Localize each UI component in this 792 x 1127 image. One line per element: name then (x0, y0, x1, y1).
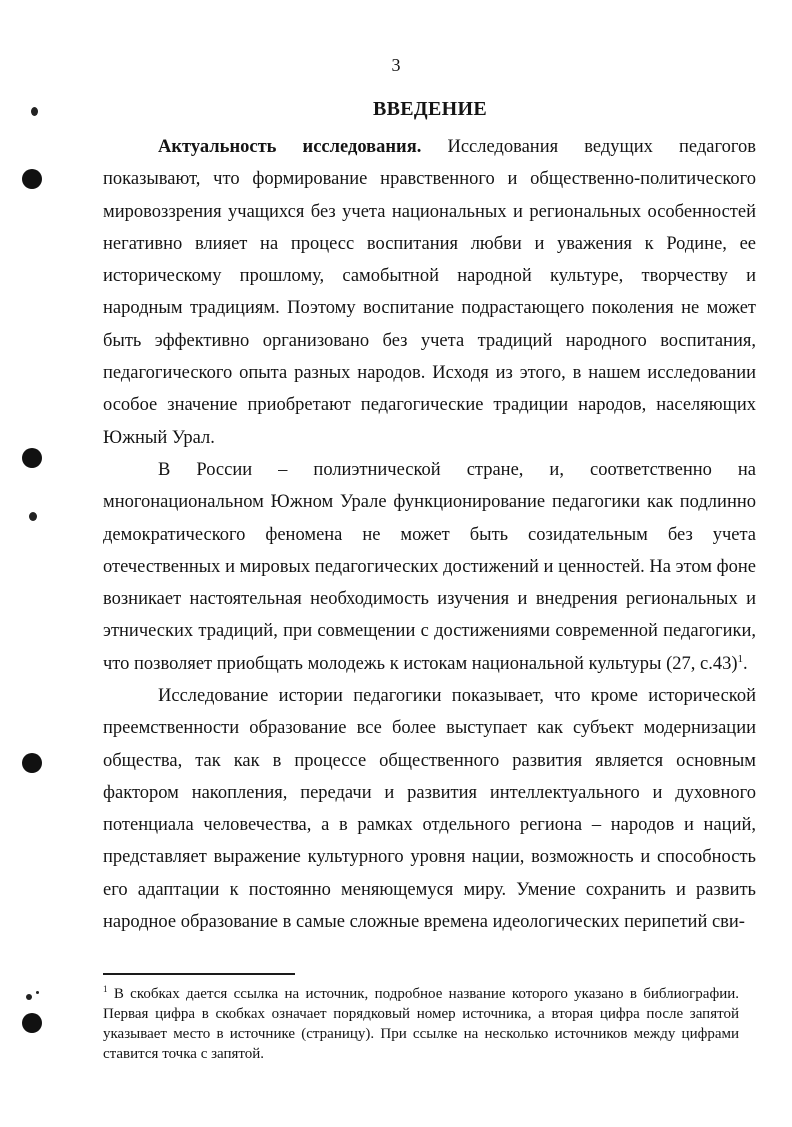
binder-hole (22, 753, 42, 773)
paragraph-text: Исследования ведущих педагогов показывают, что формирование нравственного и общественно-политического мировоззрения учащихся без учета национальных и региональных особенностей негативно влияет на процесс воспитания любви и уважения к Родине, ее историческому прошлому, самобытной народной культуре, творчеству и народным традициям. Поэтому воспитание подрастающего поколения не может быть эффективно организовано без учета традиций народного воспитания, педагогического опыта разных народов. Исходя из этого, в нашем исследовании особое значение приобретают педагогические традиции народов, населяющих Южный Урал. (103, 137, 756, 448)
binder-hole (22, 1013, 42, 1033)
scan-speck (36, 991, 39, 994)
binder-hole (22, 448, 42, 468)
footnote-separator (103, 973, 295, 975)
footnote (103, 984, 739, 1064)
paragraph-russia (103, 454, 756, 680)
footnote-reference: 1 (737, 652, 744, 665)
paragraph-end: . (743, 653, 748, 674)
page-number: 3 (391, 55, 401, 75)
scan-speck (26, 994, 32, 1000)
binder-hole (22, 169, 42, 189)
paragraph-text: Исследование истории педагогики показывает, что кроме исторической преемственности образование все более выступает как субъект модернизации общества, так как в процессе общественного развития является основным фактором накопления, передачи и развития интеллектуального и духовного потенциала человечества, а в рамках отдельного региона – народов и наций, представляет выражение культурного уровня нации, возможность и способность его адаптации к постоянно меняющемуся миру. Умение сохранить и развить народное образование в самые сложные времена идеологических перипетий сви- (103, 686, 756, 933)
scan-speck (31, 107, 38, 116)
paragraph-history (103, 680, 756, 938)
scan-speck (29, 512, 37, 521)
footnote-text: В скобках дается ссылка на источник, подробное название которого указано в библиографии. Первая цифра в скобках означает порядковый номер источника, а вторая цифра после запятой указывает место в источнике (страницу). При ссылке на несколько источников между цифрами ставится точка с запятой. (103, 986, 739, 1062)
footnote-marker: 1 (103, 984, 108, 994)
page-heading: ВВЕДЕНИЕ (373, 98, 487, 120)
paragraph-lead: Актуальность исследования. (158, 137, 422, 157)
paragraph-text: В России – полиэтнической стране, и, соответственно на многонациональном Южном Урале функционирование педагогики как подлинно демократического феномена не может быть созидательным без учета отечественных и мировых педагогических достижений и ценностей. На этом фоне возникает настоятельная необходимость изучения и внедрения региональных и этнических традиций, при совмещении с достижениями современной педагогики, что позволяет приобщать молодежь к истокам национальной культуры (27, с.43) (103, 460, 756, 674)
paragraph-relevance (103, 131, 756, 454)
